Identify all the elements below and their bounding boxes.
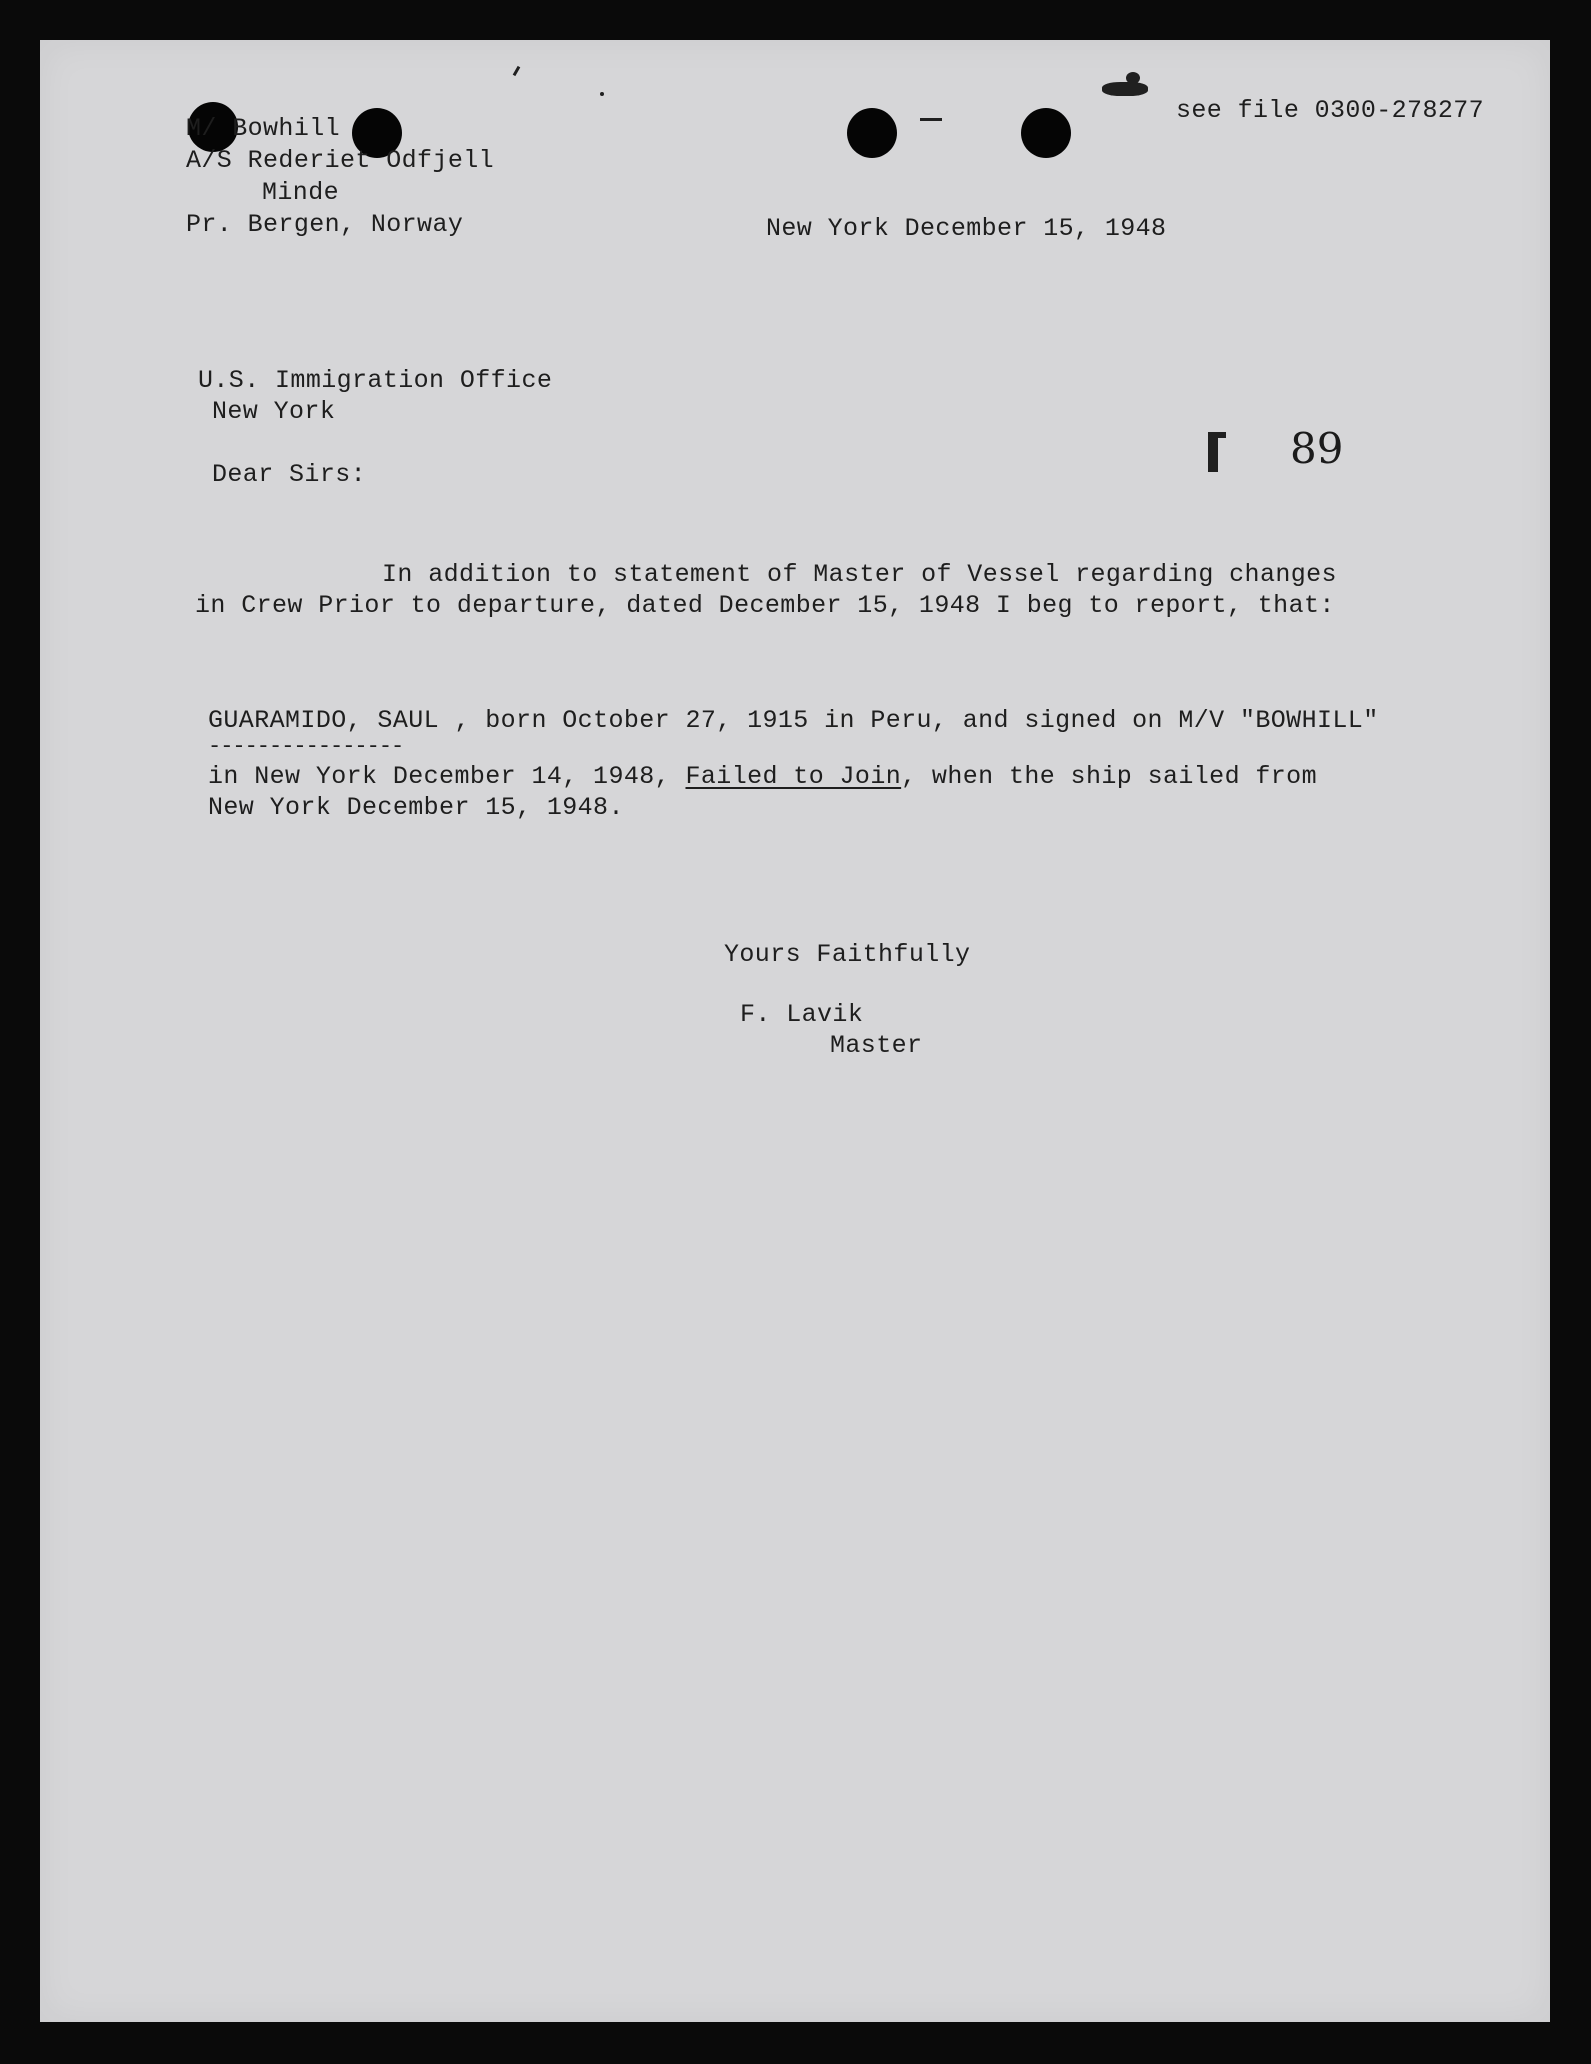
recipient-line-1: U.S. Immigration Office bbox=[198, 366, 553, 395]
sender-line-1: M/ Bowhill bbox=[186, 114, 341, 143]
ink-speck bbox=[600, 92, 604, 96]
ink-speck bbox=[513, 66, 521, 76]
valediction: Yours Faithfully bbox=[724, 940, 971, 969]
ink-speck bbox=[1126, 72, 1140, 84]
failed-to-join-text: Failed to Join bbox=[685, 762, 902, 791]
recipient-line-2: New York bbox=[212, 397, 336, 426]
sender-line-4: Pr. Bergen, Norway bbox=[186, 210, 464, 239]
paragraph-2-line-2-start: in New York December 14, 1948, bbox=[208, 762, 686, 791]
sender-line-3: Minde bbox=[262, 178, 340, 207]
signature-name: F. Lavik bbox=[740, 1000, 864, 1029]
crew-member-name: GUARAMIDO, SAUL bbox=[208, 706, 440, 735]
paragraph-2-line-2-end: , when the ship sailed from bbox=[901, 762, 1317, 791]
stamp-bracket-icon bbox=[1208, 432, 1226, 438]
ink-speck bbox=[920, 118, 942, 121]
salutation: Dear Sirs: bbox=[212, 460, 367, 489]
name-dashed-underline: ---------------- bbox=[208, 734, 404, 759]
paragraph-2-line-1-rest: , born October 27, 1915 in Peru, and signed on M/V "BOWHILL" bbox=[439, 706, 1379, 735]
paragraph-2-line-1 bbox=[208, 706, 1379, 735]
date-line: New York December 15, 1948 bbox=[766, 214, 1167, 243]
sender-line-2: A/S Rederiet Odfjell bbox=[186, 146, 495, 175]
stamp-number: 89 bbox=[1290, 424, 1344, 473]
signature-title: Master bbox=[830, 1031, 923, 1060]
punch-hole-4 bbox=[1021, 108, 1071, 158]
ink-speck bbox=[1102, 82, 1148, 96]
file-reference: see file 0300-278277 bbox=[1176, 96, 1485, 125]
paragraph-2-line-3: New York December 15, 1948. bbox=[208, 793, 624, 822]
stamp-bracket-icon bbox=[1208, 432, 1218, 472]
paragraph-2-line-2 bbox=[208, 762, 1317, 791]
paragraph-1-line-2: in Crew Prior to departure, dated December 15, 1948 I beg to report, that: bbox=[195, 591, 1335, 620]
punch-hole-3 bbox=[847, 108, 897, 158]
document-page bbox=[40, 40, 1550, 2022]
paragraph-1-line-1: In addition to statement of Master of Vessel regarding changes bbox=[382, 560, 1337, 589]
